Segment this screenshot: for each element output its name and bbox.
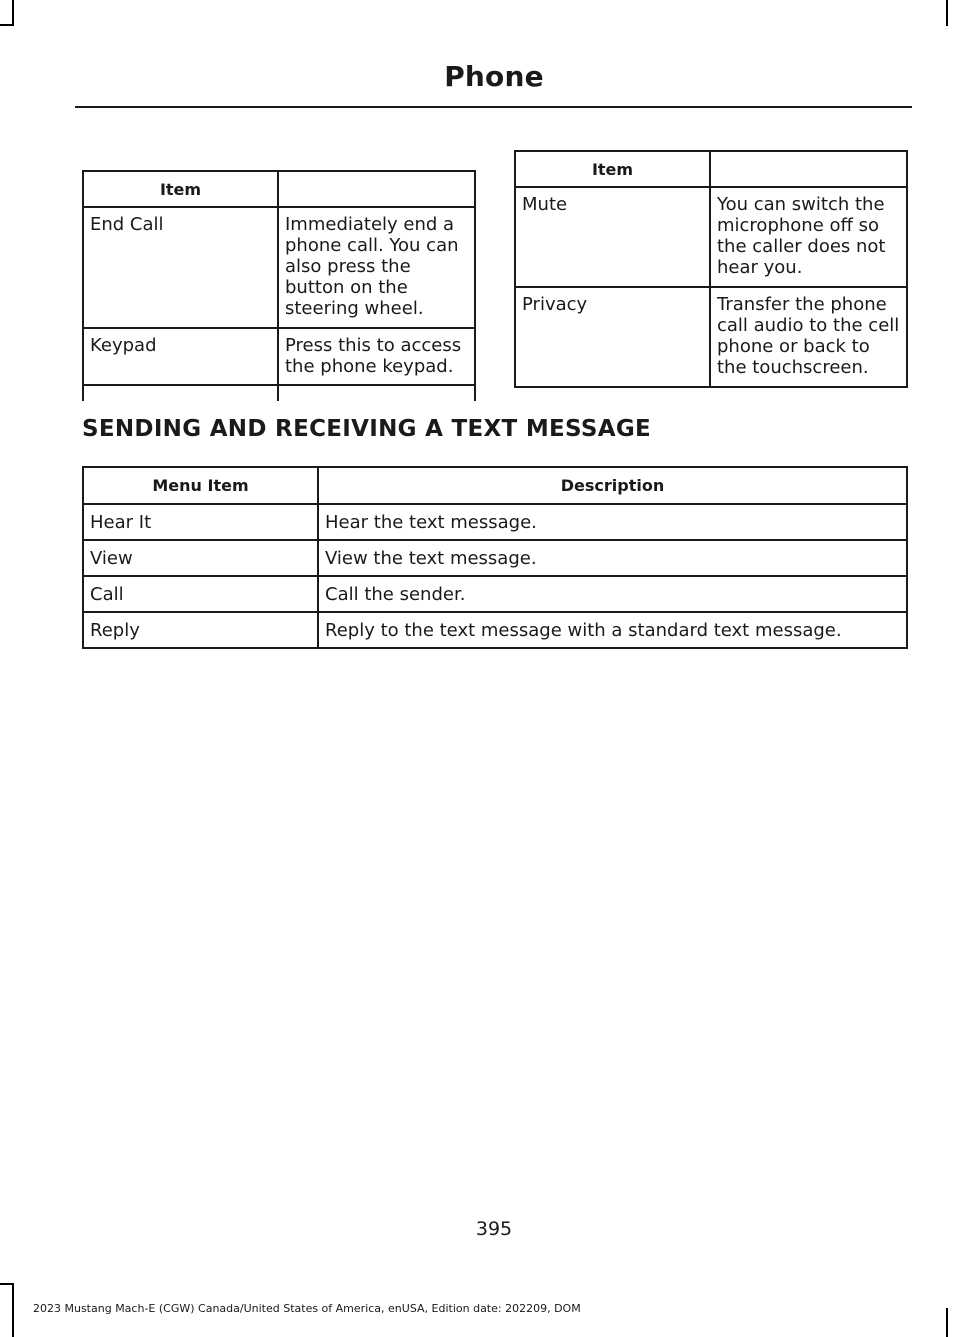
row-description: Reply to the text message with a standard text message. xyxy=(318,612,907,648)
row-description: Transfer the phone call audio to the cell phone or back to the touchscreen. xyxy=(710,287,907,387)
title-divider xyxy=(75,106,912,108)
section-heading: SENDING AND RECEIVING A TEXT MESSAGE xyxy=(82,416,652,442)
table-row xyxy=(83,504,907,540)
row-item: Mute xyxy=(515,187,710,287)
row-description: You can switch the microphone off so the caller does not hear you. xyxy=(710,187,907,287)
table-row xyxy=(515,287,907,387)
row-description: Hear the text message. xyxy=(318,504,907,540)
column-header-blank xyxy=(710,151,907,187)
table-row xyxy=(83,612,907,648)
table-row xyxy=(83,576,907,612)
table-row xyxy=(83,207,475,328)
column-header-item: Item xyxy=(515,151,710,187)
crop-mark-top-left xyxy=(0,24,14,26)
column-header-blank xyxy=(278,171,475,207)
text-message-menu-table xyxy=(82,466,908,649)
phone-options-table-right xyxy=(514,150,908,388)
row-item: View xyxy=(83,540,318,576)
row-item: Keypad xyxy=(83,328,278,385)
table-row xyxy=(83,540,907,576)
edition-footer: 2023 Mustang Mach-E (CGW) Canada/United States of America, enUSA, Edition date: 202209, DOM xyxy=(33,1302,581,1315)
row-item: Call xyxy=(83,576,318,612)
crop-mark-bottom-left xyxy=(0,1283,14,1285)
column-header-description: Description xyxy=(318,467,907,504)
page-number: 395 xyxy=(475,1218,513,1240)
table-header-row xyxy=(83,171,475,207)
row-description: Press this to access the phone keypad. xyxy=(278,328,475,385)
empty-cell xyxy=(83,385,278,401)
table-row xyxy=(515,187,907,287)
crop-mark-bottom-left xyxy=(12,1283,14,1337)
row-item: Privacy xyxy=(515,287,710,387)
table-header-row xyxy=(515,151,907,187)
phone-options-table-left xyxy=(82,170,476,401)
row-description: View the text message. xyxy=(318,540,907,576)
column-header-item: Item xyxy=(83,171,278,207)
page-title: Phone xyxy=(444,60,544,93)
crop-mark-top-right xyxy=(946,0,948,26)
crop-mark-bottom-right xyxy=(946,1308,948,1337)
table-header-row xyxy=(83,467,907,504)
column-header-menu-item: Menu Item xyxy=(83,467,318,504)
crop-mark-top-left xyxy=(12,0,14,26)
table-row-empty xyxy=(83,385,475,401)
row-description: Immediately end a phone call. You can also press the button on the steering wheel. xyxy=(278,207,475,328)
table-row xyxy=(83,328,475,385)
empty-cell xyxy=(278,385,475,401)
row-description: Call the sender. xyxy=(318,576,907,612)
row-item: Hear It xyxy=(83,504,318,540)
row-item: End Call xyxy=(83,207,278,328)
row-item: Reply xyxy=(83,612,318,648)
